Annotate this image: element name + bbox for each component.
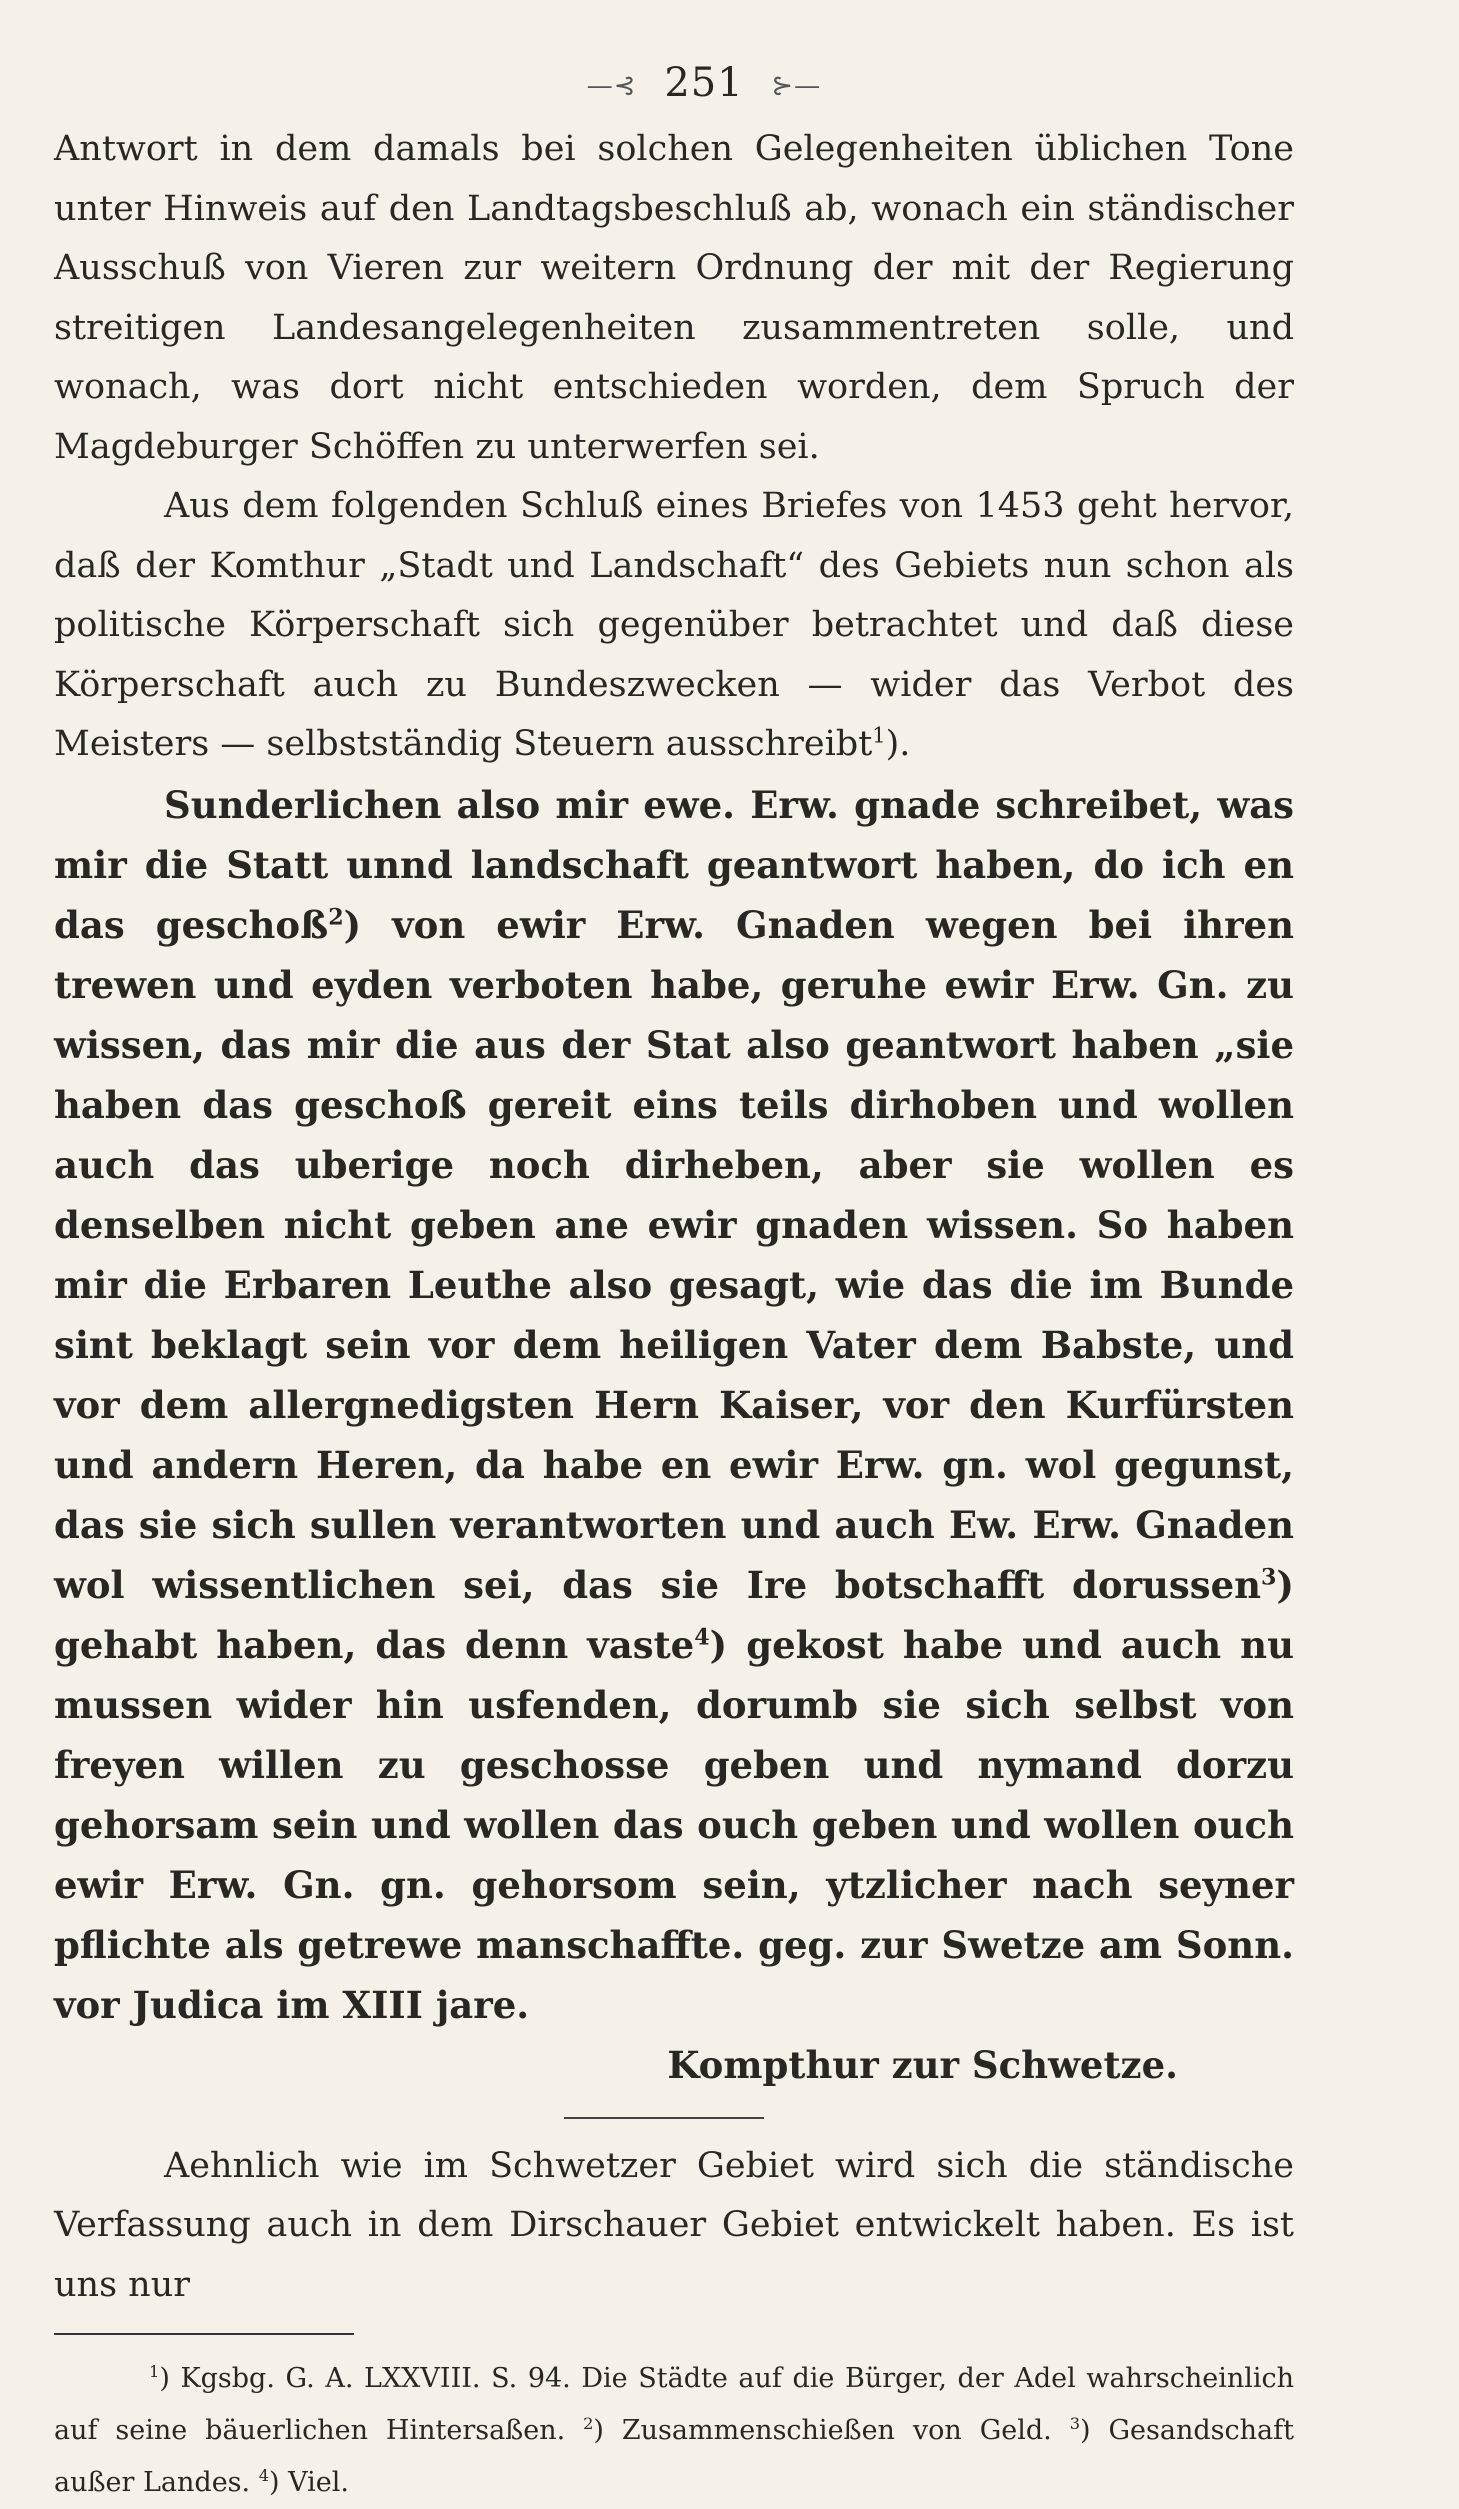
footnote-mark-4: 4 bbox=[258, 2466, 270, 2485]
quote-part-3: ) gehabt haben, das denn vaste bbox=[54, 1562, 1294, 1667]
quoted-letter bbox=[54, 775, 1294, 2035]
footnotes bbox=[54, 2353, 1294, 2509]
page-header bbox=[114, 60, 1294, 120]
footnote-ref-2: 2 bbox=[328, 904, 344, 931]
quote-part-4: ) gekost habe und auch nu mussen wider hin usfenden, dorumb sie sich selbst von freyen willen zu geschosse geben und nymand dorzu gehorsam sein und wollen das ouch geben und wollen ouch ewir Erw. Gn. gn. gehorsom sein, ytzlicher nach seyner pflichte als getrewe manschaffte. geg. zur Swetze am Sonn. vor Judica im XIII jare. bbox=[54, 1622, 1294, 2027]
paragraph-2 bbox=[54, 477, 1294, 775]
footnote-ref-3: 3 bbox=[1261, 1564, 1277, 1591]
footnote-mark-2: 2 bbox=[583, 2414, 594, 2433]
footnote-2: ) Zusammenschießen von Geld. bbox=[593, 2415, 1052, 2446]
footnote-mark-1: 1 bbox=[149, 2362, 160, 2381]
signature: Kompthur zur Schwetze. bbox=[667, 2042, 1178, 2087]
footnote-ref-4: 4 bbox=[694, 1624, 710, 1651]
paragraph-2-text: Aus dem folgenden Schluß eines Briefes von 1453 geht hervor, daß der Komthur „Stadt und Landschaft“ des Gebiets nun schon als politische Körperschaft sich gegenüber betrachtet und daß diese Körperschaft auch zu Bundeszwecken — wider das Verbot des Meisters — selbstständig Steuern ausschreibt bbox=[54, 486, 1294, 764]
main-text bbox=[54, 120, 1294, 775]
header-ornament-right: ⊱— bbox=[771, 71, 822, 101]
page-number: 251 bbox=[664, 60, 744, 106]
footnote-3: ) Gesandschaft außer Landes. bbox=[54, 2415, 1294, 2498]
quote-paragraph bbox=[54, 775, 1294, 2035]
header-ornament-left: —⊰ bbox=[586, 71, 637, 101]
footnote-1: ) Kgsbg. G. A. LXXVIII. S. 94. Die Städte auf die Bürger, der Adel wahrscheinlich auf seine bäuerlichen Hintersaßen. bbox=[54, 2363, 1294, 2446]
footnote-block bbox=[54, 2353, 1294, 2509]
paragraph-2-end: ). bbox=[885, 724, 911, 764]
footnote-4: ) Viel. bbox=[269, 2467, 349, 2498]
section-divider bbox=[564, 2117, 764, 2119]
footnote-mark-3: 3 bbox=[1069, 2414, 1081, 2433]
main-text-continued bbox=[54, 2137, 1294, 2316]
paragraph-1: Antwort in dem damals bei solchen Gelegenheiten üblichen Tone unter Hinweis auf den Landtagsbeschluß ab, wonach ein ständischer Ausschuß von Vieren zur weitern Ordnung der mit der Regierung streitigen Landesangelegenheiten zusammentreten solle, und wonach, was dort nicht entschieden worden, dem Spruch der Magdeburger Schöffen zu unterwerfen sei. bbox=[54, 129, 1294, 467]
quote-part-1: Sunderlichen also mir ewe. Erw. gnade schreibet, was mir die Statt unnd landschaft geantwort haben, do ich en das geschoß bbox=[54, 782, 1294, 947]
footnote-divider bbox=[54, 2333, 354, 2335]
paragraph-3: Aehnlich wie im Schwetzer Gebiet wird sich die ständische Verfassung auch in dem Dirschauer Gebiet entwickelt haben. Es ist uns nur bbox=[54, 2145, 1294, 2305]
book-page bbox=[54, 60, 1294, 2509]
quote-part-2: ) von ewir Erw. Gnaden wegen bei ihren trewen und eyden verboten habe, geruhe ewir Erw. Gn. zu wissen, das mir die aus der Stat also geantwort haben „sie haben das geschoß gereit eins teils dirhoben und wollen auch das uberige noch dirheben, aber sie wollen es denselben nicht geben ane ewir gnaden wissen. So haben mir die Erbaren Leuthe also gesagt, wie das die im Bunde sint beklagt sein vor dem heiligen Vater dem Babste, und vor dem allergnedigsten Hern Kaiser, vor den Kurfürsten und andern Heren, da habe en ewir Erw. gn. wol gegunst, das sie sich sullen verantworten und auch Ew. Erw. Gnaden wol wissentlichen sei, das sie Ire botschafft dorussen bbox=[54, 902, 1294, 1607]
footnote-ref-1: 1 bbox=[872, 723, 886, 748]
